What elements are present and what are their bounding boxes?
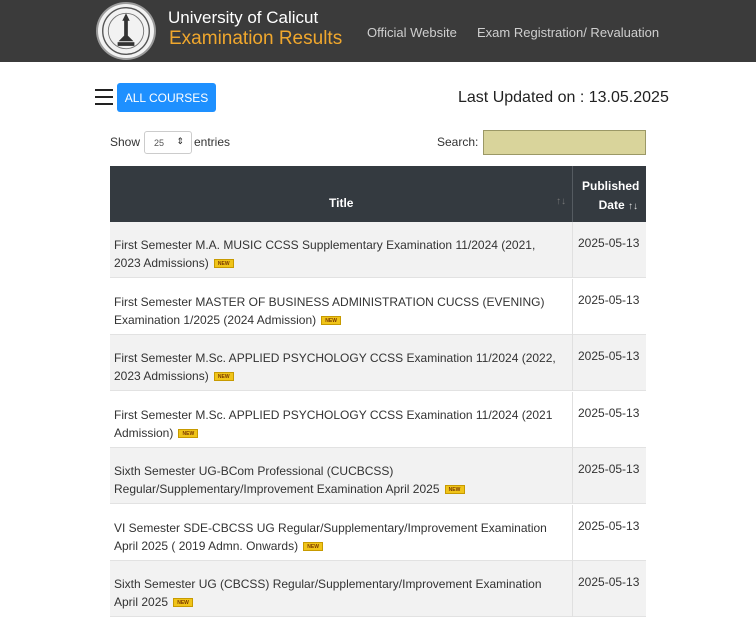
published-date: 2025-05-13 — [578, 575, 640, 589]
brand-university-name: University of Calicut — [168, 8, 319, 27]
hamburger-menu-icon[interactable] — [95, 88, 113, 106]
column-divider — [572, 166, 573, 222]
column-divider — [572, 335, 573, 391]
new-badge: NEW — [303, 542, 323, 551]
result-title-text: First Semester M.Sc. APPLIED PSYCHOLOGY CCSS Examination 11/2024 (2022, 2023 Admissions) — [114, 351, 556, 383]
table-row[interactable] — [110, 279, 646, 335]
published-date: 2025-05-13 — [578, 292, 640, 307]
result-title-link[interactable] — [114, 519, 560, 555]
sort-desc-icon: ↑↓ — [628, 201, 638, 212]
table-row[interactable] — [110, 561, 646, 617]
published-date: 2025-05-13 — [578, 236, 640, 250]
university-logo[interactable] — [96, 2, 156, 60]
result-title-link[interactable] — [114, 349, 560, 385]
sort-icon[interactable]: ↑↓ — [556, 196, 566, 207]
published-date: 2025-05-13 — [578, 462, 640, 476]
search-input[interactable] — [483, 130, 646, 155]
new-badge: NEW — [214, 372, 234, 381]
new-badge: NEW — [321, 316, 341, 325]
table-row[interactable] — [110, 448, 646, 504]
nav-official-website[interactable]: Official Website — [367, 25, 457, 40]
column-header-published-date[interactable] — [582, 177, 638, 216]
result-title-text: Sixth Semester UG (CBCSS) Regular/Supplementary/Improvement Examination April 2025 — [114, 577, 542, 609]
column-divider — [572, 561, 573, 617]
nav-exam-registration[interactable]: Exam Registration/ Revaluation — [477, 25, 660, 40]
column-divider — [572, 505, 573, 561]
table-header — [110, 166, 646, 222]
result-title-link[interactable] — [114, 462, 560, 498]
show-label: Show — [110, 135, 141, 149]
all-courses-button[interactable]: ALL COURSES — [117, 83, 216, 112]
result-title-text: First Semester MASTER OF BUSINESS ADMINISTRATION CUCSS (EVENING) Examination 1/2025 (2024 Admission) — [114, 294, 545, 327]
result-title-link[interactable] — [114, 406, 560, 442]
column-divider — [572, 222, 573, 278]
published-label: Published — [582, 179, 640, 193]
column-header-title[interactable]: Title — [329, 196, 354, 210]
entries-select-value: 25 — [154, 138, 165, 148]
new-badge: NEW — [173, 598, 193, 607]
search-label: Search: — [437, 135, 479, 149]
result-title-text: First Semester M.A. MUSIC CCSS Supplementary Examination 11/2024 (2021, 2023 Admissions) — [114, 238, 536, 270]
published-date: 2025-05-13 — [578, 405, 640, 420]
published-date: 2025-05-13 — [578, 349, 640, 363]
last-updated-text: Last Updated on : 13.05.2025 — [458, 89, 669, 106]
column-divider — [572, 279, 573, 335]
table-row[interactable] — [110, 505, 646, 561]
select-arrows-icon: ⇕ — [176, 136, 184, 146]
result-title-link[interactable] — [114, 293, 560, 329]
entries-label: entries — [194, 135, 231, 149]
top-header — [0, 0, 756, 62]
result-title-text: First Semester M.Sc. APPLIED PSYCHOLOGY CCSS Examination 11/2024 (2021 Admission) — [114, 407, 553, 440]
new-badge: NEW — [214, 259, 234, 268]
result-title-link[interactable] — [114, 236, 560, 272]
published-date: 2025-05-13 — [578, 518, 640, 533]
brand-site-title: Examination Results — [169, 28, 343, 49]
table-row[interactable] — [110, 335, 646, 391]
result-title-text: VI Semester SDE-CBCSS UG Regular/Supplementary/Improvement Examination April 2025 ( 2019 Admn. Onwards) — [114, 520, 547, 553]
column-divider — [572, 448, 573, 504]
entries-select[interactable] — [144, 131, 192, 154]
table-row[interactable] — [110, 222, 646, 278]
new-badge: NEW — [445, 485, 465, 494]
column-divider — [572, 392, 573, 448]
result-title-link[interactable] — [114, 575, 560, 611]
result-title-text: Sixth Semester UG-BCom Professional (CUCBCSS) Regular/Supplementary/Improvement Examination April 2025 — [114, 464, 440, 496]
date-label: Date — [598, 198, 625, 212]
table-row[interactable] — [110, 392, 646, 448]
new-badge: NEW — [178, 429, 198, 438]
